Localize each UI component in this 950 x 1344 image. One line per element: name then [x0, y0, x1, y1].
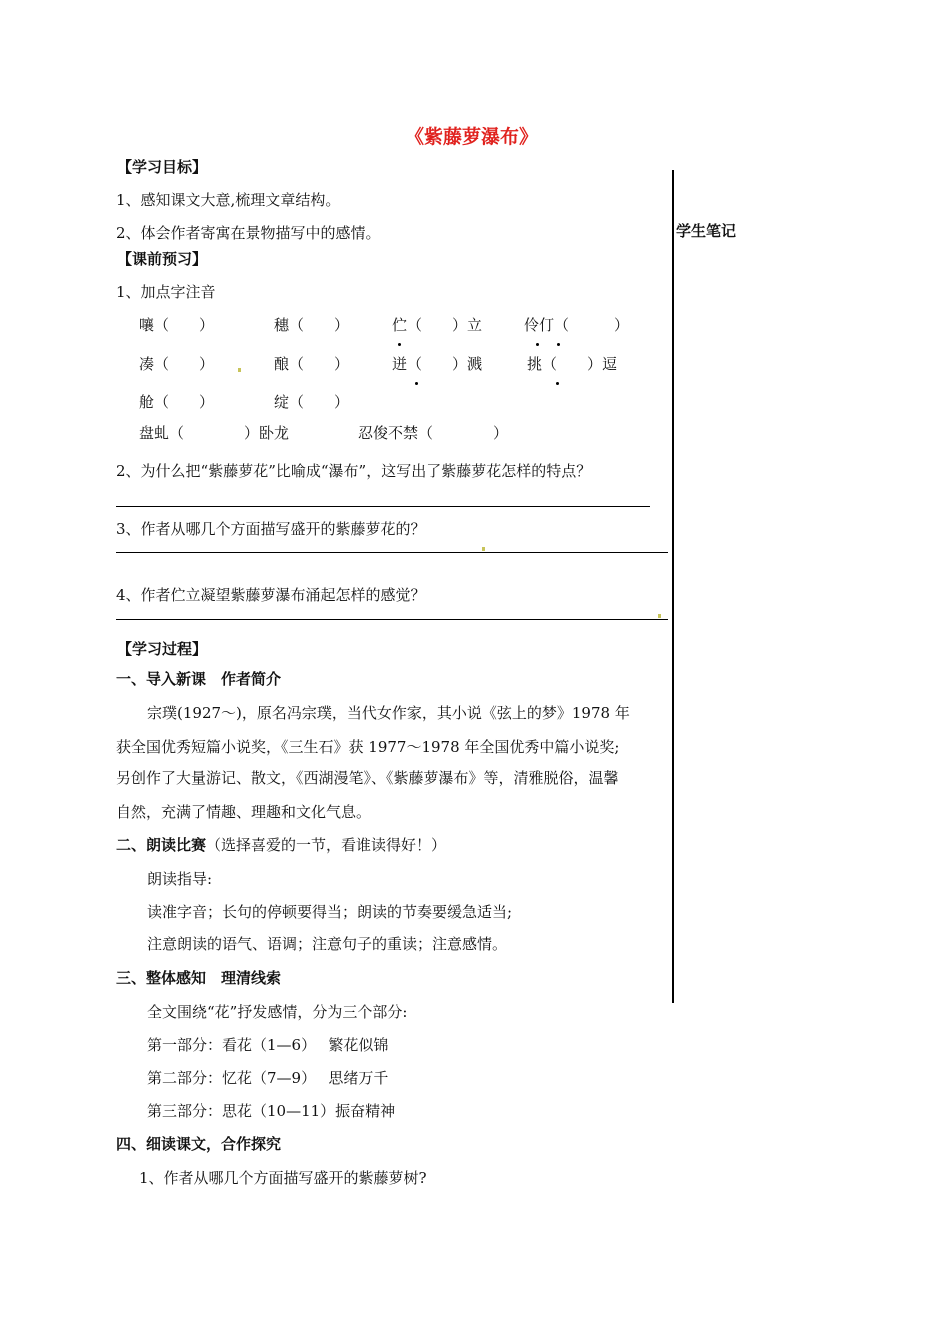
pinyin-item: 伫（ ）立	[392, 316, 483, 334]
pinyin-item: 盘虬（ ）卧龙	[139, 424, 290, 442]
process-heading: 【学习过程】	[117, 640, 208, 658]
structure-line: 第一部分：看花（1—6） 繁花似锦	[147, 1036, 389, 1054]
structure-line: 第三部分：思花（10—11）振奋精神	[147, 1102, 396, 1120]
pinyin-item: 迸（ ）溅	[392, 355, 483, 373]
reading-guide-line: 注意朗读的语气、语调；注意句子的重读；注意感情。	[147, 935, 508, 953]
structure-line: 第二部分：忆花（7—9） 思绪万千	[147, 1069, 389, 1087]
goals-heading: 【学习目标】	[117, 158, 208, 176]
section-title: 四、细读课文，合作探究	[116, 1135, 282, 1153]
emphasis-dot	[558, 330, 559, 340]
pinyin-item: 忍俊不禁（ ）	[358, 424, 509, 442]
preview-question-4: 4、作者伫立凝望紫藤萝瀑布涌起怎样的感觉？	[116, 586, 426, 604]
section-note: （选择喜爱的一节，看谁读得好！）	[206, 836, 447, 854]
author-intro-line: 宗璞(1927～)，原名冯宗璞，当代女作家，其小说《弦上的梦》1978 年	[147, 704, 630, 722]
section-title: 一、导入新课 作者简介	[116, 670, 282, 688]
goal-item: 2、体会作者寄寓在景物描写中的感情。	[116, 224, 381, 242]
exploration-question: 1、作者从哪几个方面描写盛开的紫藤萝树?	[139, 1169, 427, 1187]
page-title: 《紫藤萝瀑布》	[405, 126, 539, 148]
emphasis-dot	[399, 330, 400, 340]
notes-divider	[672, 170, 674, 1003]
goal-item: 1、感知课文大意,梳理文章结构。	[116, 191, 341, 209]
reading-guide-line: 读准字音；长句的停顿要得当；朗读的节奏要缓急适当;	[147, 903, 513, 921]
print-speck	[658, 614, 661, 618]
pinyin-item: 挑（ ）逗	[527, 355, 618, 373]
pinyin-item: 绽（ ）	[274, 393, 350, 411]
section-title: 三、整体感知 理清线索	[116, 969, 282, 987]
section-title: 二、朗读比赛	[116, 836, 207, 854]
author-intro-line: 获全国优秀短篇小说奖，《三生石》获 1977～1978 年全国优秀中篇小说奖;	[116, 738, 620, 756]
structure-line: 全文围绕“花”抒发感情，分为三个部分:	[147, 1003, 408, 1021]
print-speck	[238, 368, 241, 372]
answer-line	[116, 552, 668, 553]
section-2-line	[116, 838, 446, 853]
preview-question-3: 3、作者从哪几个方面描写盛开的紫藤萝花的？	[116, 520, 426, 538]
author-intro-line: 自然，充满了情趣、理趣和文化气息。	[116, 803, 372, 821]
preview-question-2: 2、为什么把“紫藤萝花”比喻成“瀑布”，这写出了紫藤萝花怎样的特点？	[116, 462, 592, 480]
preview-question-1: 1、加点字注音	[116, 283, 216, 301]
pinyin-item: 穗（ ）	[274, 316, 350, 334]
print-speck	[482, 547, 485, 551]
emphasis-dot	[537, 330, 538, 340]
pinyin-item: 酿（ ）	[274, 355, 350, 373]
pinyin-item: 凑（ ）	[139, 355, 215, 373]
pinyin-item: 舱（ ）	[139, 393, 215, 411]
preview-heading: 【课前预习】	[117, 250, 208, 268]
pinyin-item: 嚷（ ）	[139, 316, 215, 334]
emphasis-dot	[557, 369, 558, 379]
reading-guide-line: 朗读指导:	[147, 870, 213, 888]
emphasis-dot	[416, 369, 417, 379]
author-intro-line: 另创作了大量游记、散文，《西湖漫笔》、《紫藤萝瀑布》等，清雅脱俗，温馨	[116, 769, 619, 787]
answer-line	[116, 619, 668, 620]
pinyin-item: 伶仃（ ）	[524, 316, 630, 334]
answer-line	[116, 506, 650, 507]
student-notes-label: 学生笔记	[676, 222, 737, 240]
